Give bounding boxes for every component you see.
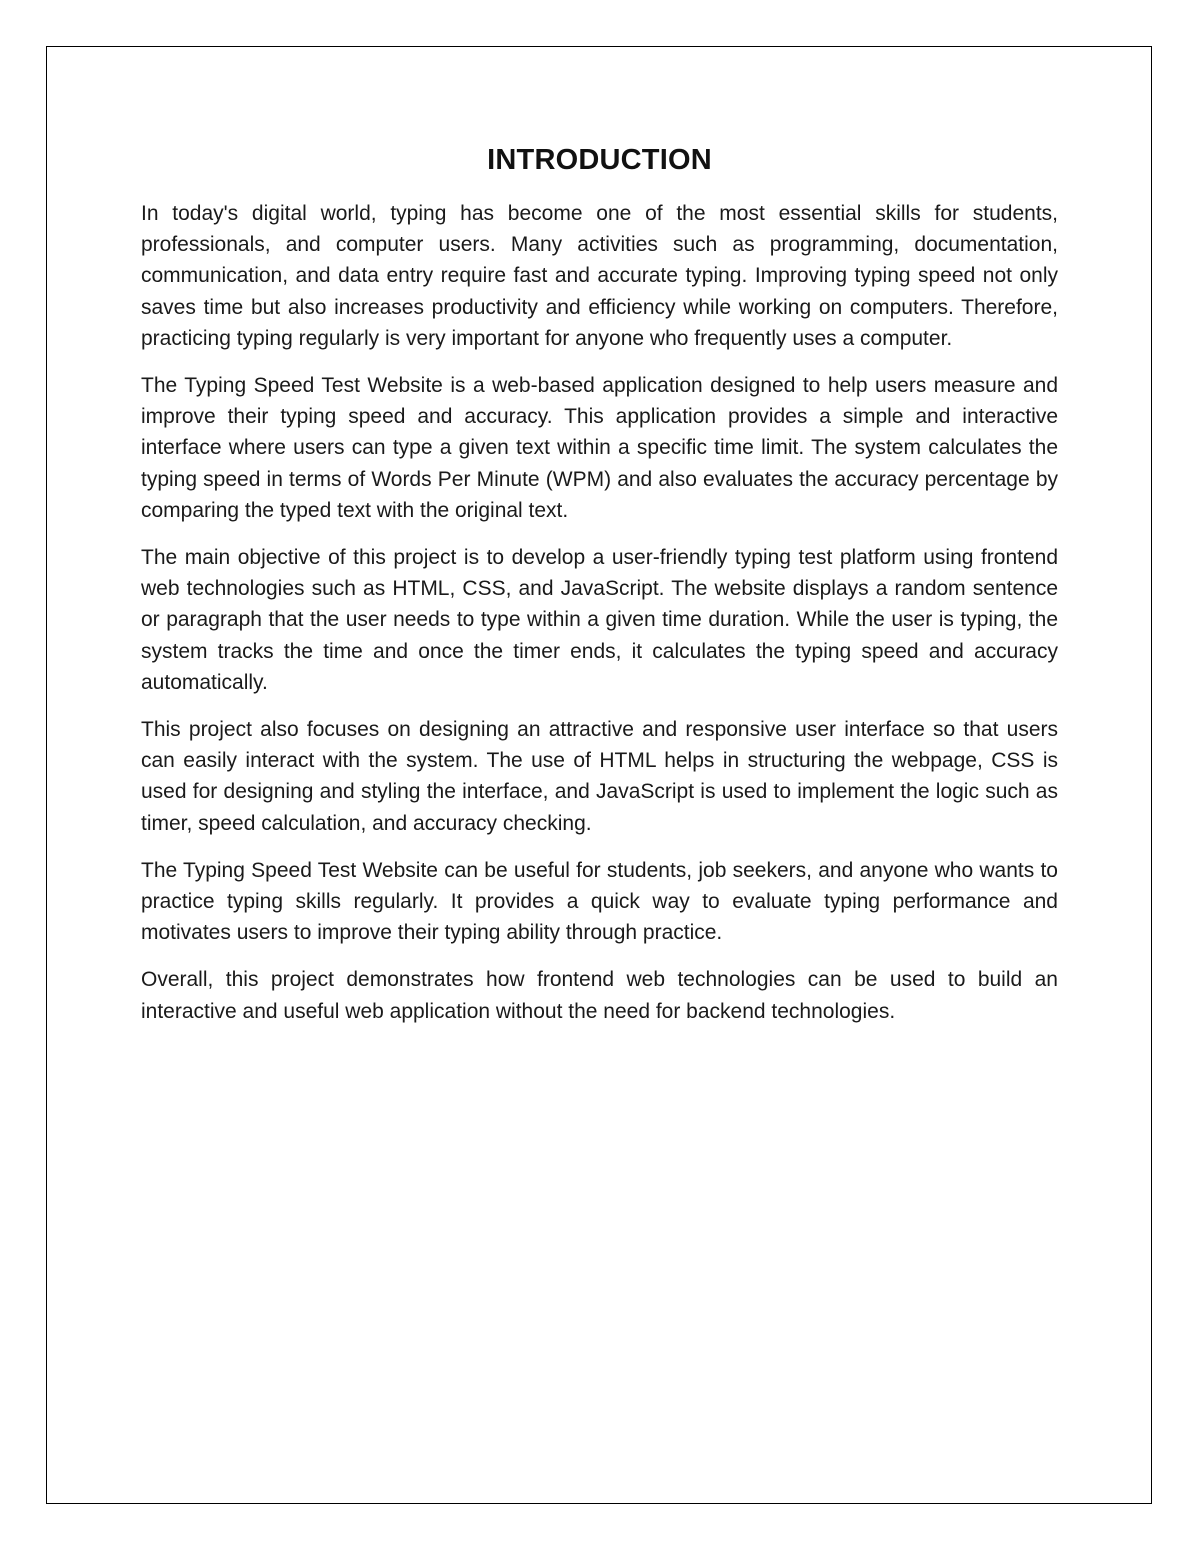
paragraph-objective: The main objective of this project is to develop a user-friendly typing test platform using frontend web technologies such as HTML, CSS, and JavaScript. The website displays a random sentence or paragraph that the user needs to type within a given time duration. While the user is typing, the system tracks the time and once the timer ends, it calculates the typing speed and accuracy automatically. bbox=[141, 546, 1058, 694]
document-body bbox=[141, 142, 1058, 1043]
paragraph-application-overview: The Typing Speed Test Website is a web-based application designed to help users measure and improve their typing speed and accuracy. This application provides a simple and interactive interface where users can type a given text within a specific time limit. The system calculates the typing speed in terms of Words Per Minute (WPM) and also evaluates the accuracy percentage by comparing the typed text with the original text. bbox=[141, 374, 1058, 522]
paragraph-usefulness: The Typing Speed Test Website can be useful for students, job seekers, and anyone who wants to practice typing skills regularly. It provides a quick way to evaluate typing performance and motivates users to improve their typing ability through practice. bbox=[141, 858, 1058, 945]
paragraph-intro: In today's digital world, typing has become one of the most essential skills for students, professionals, and computer users. Many activities such as programming, documentation, communication, and data entry require fast and accurate typing. Improving typing speed not only saves time but also increases productivity and efficiency while working on computers. Therefore, practicing typing regularly is very important for anyone who frequently uses a computer. bbox=[141, 202, 1058, 350]
paragraph-interface-design: This project also focuses on designing an attractive and responsive user interface so that users can easily interact with the system. The use of HTML helps in structuring the webpage, CSS is used for designing and styling the interface, and JavaScript is used to implement the logic such as timer, speed calculation, and accuracy checking. bbox=[141, 718, 1058, 835]
page-title: INTRODUCTION bbox=[487, 144, 712, 176]
paragraph-conclusion: Overall, this project demonstrates how frontend web technologies can be used to build an interactive and useful web application without the need for backend technologies. bbox=[141, 968, 1058, 1023]
